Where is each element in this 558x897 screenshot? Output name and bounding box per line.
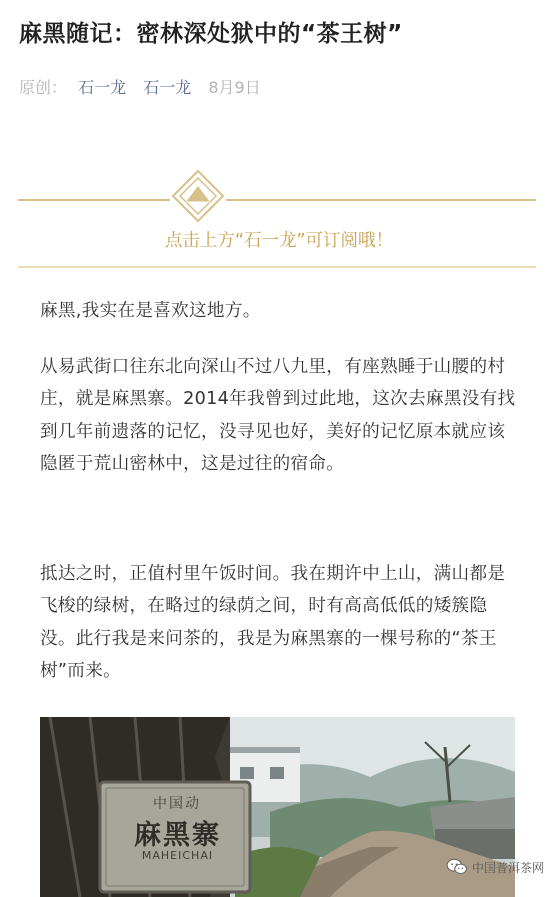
banner-divider-right	[226, 199, 536, 201]
banner-bottom-divider	[18, 266, 536, 268]
sign-top-text: 中国动	[153, 796, 201, 812]
article-photo[interactable]	[40, 717, 515, 897]
watermark	[446, 858, 544, 876]
author-link[interactable]: 石一龙	[78, 78, 127, 97]
sign-pinyin-text: MAHEICHAI	[141, 849, 214, 862]
publish-date: 8月9日	[208, 78, 261, 97]
origin-label: 原创：	[19, 78, 68, 97]
subscribe-prompt[interactable]: 点击上方“石一龙”可订阅哦！	[164, 231, 394, 251]
article-meta	[19, 76, 273, 100]
article-title: 麻黑随记：密林深处狱中的“茶王树”	[19, 21, 403, 47]
paragraph-2: 从易武街口往东北向深山不过八九里，有座熟睡于山腰的村庄，就是麻黑寨。2014年我曾到过此地，这次去麻黑没有找到几年前遗落的记忆，没寻见也好，美好的记忆原本就应该隐匿于荒山密林中，这是过往的宿命。	[40, 357, 516, 475]
watermark-text: 中国普洱茶网	[471, 860, 544, 875]
sign-main-text: 麻黑寨	[134, 820, 221, 851]
diamond-ornament-icon	[170, 168, 226, 224]
paragraph-1: 麻黑,我实在是喜欢这地方。	[40, 301, 261, 321]
wechat-icon	[446, 858, 468, 876]
banner-divider-left	[18, 199, 170, 201]
account-name-link[interactable]: 石一龙	[143, 78, 192, 97]
paragraph-3: 抵达之时，正值村里午饭时间。我在期许中上山，满山都是飞梭的绿树，在略过的绿荫之间，时有高高低低的矮簇隐没。此行我是来问茶的，我是为麻黑寨的一棵号称的“茶王树”而来。	[40, 564, 506, 682]
